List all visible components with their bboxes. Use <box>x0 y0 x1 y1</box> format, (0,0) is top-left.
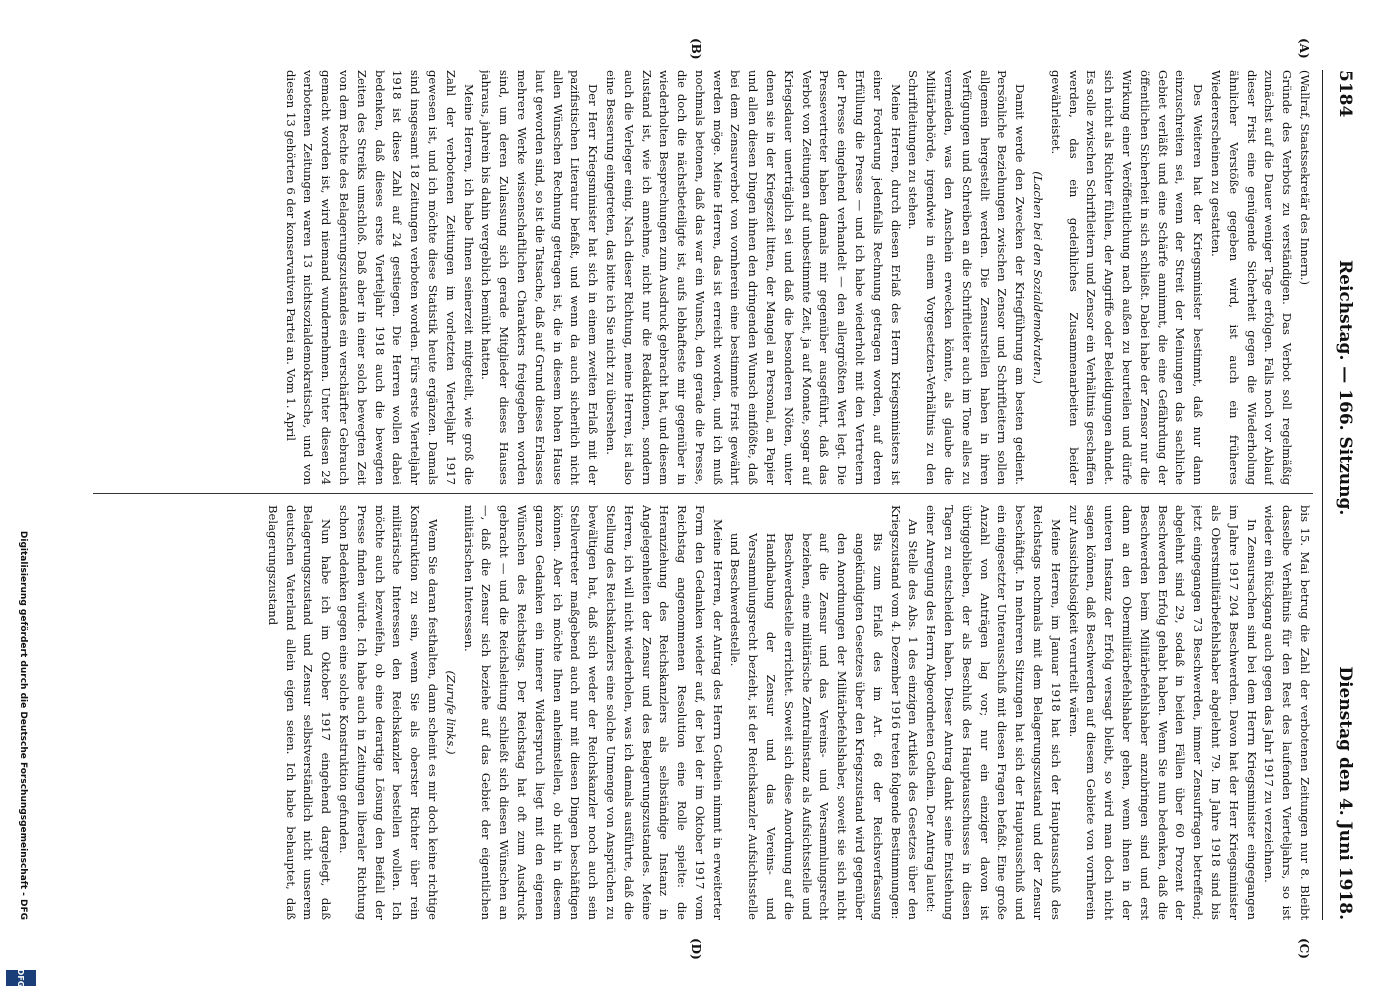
column-divider <box>93 493 1313 494</box>
margin-mark-c: (C) <box>1297 938 1311 959</box>
paragraph: In Zensursachen sind bei dem Herrn Kriegsminister eingegangen im Jahre 1917 204 Beschwerden. Davon hat der Herr Kriegsminister als Oberstmilitärbefehlshaber abgelehnt 79. Im Jahre 1918 sind bis jetzt eingegangen 73 Beschwerden, immer Zensurfragen betreffend; abgelehnt sind 29, sodaß in beiden Fällen über 60 Prozent der Beschwerden Erfolg gehabt haben. Wenn Sie nun bedenken, daß die Beschwerden beim Militärbefehlshaber anzubringen sind und erst dann an den Obermilitärbefehlshaber gehen, wenn ihnen in der unteren Instanz der Erfolg versagt bleibt, so wird man doch nicht sagen können, daß Beschwerden auf diesem Gebiete von vornherein zur Aussichtslosigkeit verurteilt wären. <box>1066 505 1259 920</box>
dfg-logo-icon: DFG <box>6 970 36 986</box>
page-header <box>1322 70 1363 920</box>
session-title: Reichstag. — 166. Sitzung. <box>1335 260 1355 516</box>
interjection: (Zurufe links.) <box>443 670 458 755</box>
paragraph: Des Weiteren hat der Kriegsminister bestimmt, daß nur dann einzuschreiten sei, wenn der Streit der Meinungen das sachliche Gebiet verläßt und eine Schärfe annimmt, die eine Gefährdung der öffentlichen Sicherheit in sich schließt. Dabei habe der Zensor nur die Wirkung einer Veröffentlichung nach außen zu beurteilen und dürfe sich nicht als Richter fühlen, der Angriffe oder Beleidigungen ahndet. Es solle zwischen Schriftleitern und Zensor ein Verhältnis geschaffen werden, das ein gedeihliches Zusammenarbeiten beider gewährleistet. <box>1048 70 1206 485</box>
paragraph: Meine Herren, im Januar 1918 hat sich der Hauptausschuß des Reichstags nochmals mit dem Belagerungszustand und der Zensur beschäftigt. In mehreren Sitzungen hat sich der Hauptausschuß und ein eingesetzter Unterausschuß mit diesen Fragen befaßt. Eine große Anzahl von Anträgen lag vor; nur ein einziger davon ist übriggeblieben, der als Beschluß des Hauptausschusses in diesen Tagen zu entscheiden haben. Dieser Antrag dankt seine Entstehung einer Anregung des Herrn Abgeordneten Gothein. Der Antrag lautet: <box>924 505 1063 920</box>
quoted-motion: An Stelle des Abs. 1 des einzigen Artikels des Gesetzes über den Kriegszustand vom 4. Dezember 1916 treten folgende Bestimmungen: <box>888 505 921 920</box>
paragraph: Meine Herren, der Antrag des Herrn Gothein nimmt in erweiterter Form den Gedanken wieder auf, der bei der im Oktober 1917 vom Reichstag angenommenen Resolution eine Rolle spielte: die Heranziehung des Reichskanzlers als selbständige Instanz in Angelegenheiten der Zensur und des Belagerungszustandes. Meine Herren, ich will nicht wiederholen, was ich damals ausführte, daß die Stellung des Reichskanzlers eine solche Unmenge von Ansprüchen zu bewältigen hat, daß sich weder der Reichskanzler noch auch sein Stellvertreter maßgebend auch nur mit diesen Dingen beschäftigen können. Aber ich möchte Ihnen anheimstellen, ob nicht in diesem ganzen Gedanken ein innerer Widerspruch liegt mit den eigenen Wünschen des Reichstags. Der Reichstag hat oft zum Ausdruck gebracht — und die Reichsleitung schließt sich diesen Wünschen an —, daß die Zensur sich beziehe auf das Gebiet der eigentlichen militärischen Interessen. <box>461 505 725 920</box>
text-column-right <box>93 505 1313 920</box>
interjection: (Lachen bei den Sozialdemokraten.) <box>1031 171 1046 384</box>
margin-mark-a: (A) <box>1297 38 1311 59</box>
paragraph: Wenn Sie daran festhalten, dann scheint es mir doch keine richtige Konstruktion zu sein, wenn Sie als oberster Richter über rein militärische Interessen den Reichskanzler bestellen wollen. Ich möchte auch bezweifeln, ob eine derartige Lösung den Beifall der Presse finden würde. Ich habe auch in Zeitungen liberaler Richtung schon Bedenken gegen eine solche Konstruktion gefunden. <box>336 505 440 920</box>
paragraph: Gründe des Verbots zu verständigen. Das Verbot soll regelmäßig zunächst auf die Dauer weniger Tage erfolgen. Falls noch vor Ablauf dieser Frist eine genügende Sicherheit gegen die Wiederholung ähnlicher Verstöße gegeben wird, ist auch ein früheres Wiedererscheinen zu gestatten. <box>1209 70 1295 485</box>
quoted-motion: Bis zum Erlaß des im Art. 68 der Reichsverfassung angekündigten Gesetzes über den Kriegszustand wird gegenüber den Anordnungen der Militärbefehlshaber, soweit sie sich nicht auf die Zensur und das Vereins- und Versammlungsrecht beziehen, eine militärische Zentralinstanz als Aufsichtsstelle und Beschwerdestelle errichtet. Soweit sich diese Anordnung auf die Handhabung der Zensur und das Vereins- und Versammlungsrecht bezieht, ist der Reichskanzler Aufsichtsstelle und Beschwerdestelle. <box>728 533 885 920</box>
paragraph: Damit werde den Zwecken der Kriegführung am besten gedient. Persönliche Beziehungen zwischen Zensor und Schriftleitern sollen allgemein hergestellt werden. Die Zensurstellen haben in ihren Verfügungen und Schreiben an die Schriftleiter auch im Tone alles zu vermeiden, was den Anschein erwecken könnte, als glaube die Militärbehörde, irgendwie in einem Vorgesetzten-Verhältnis zu den Schriftleitungen zu stehen. <box>906 70 1028 485</box>
text-column-left <box>93 70 1313 485</box>
margin-mark-d: (D) <box>689 938 703 960</box>
paragraph: Der Herr Kriegsminister hat sich in einem zweiten Erlaß mit der pazifistischen Literatur befaßt, und wenn da auch sicherlich nicht allen Wünschen Rechnung getragen ist, die in diesem hohen Hause laut geworden sind, so ist die Tatsache, daß auf Grund dieses Erlasses mehrere Werke wissenschaftlichen Charakters freigegeben worden sind, um deren Zulassung sich gerade Mitglieder dieses Hauses jahraus, jahrein bis dahin vergeblich bemüht hatten. <box>479 70 601 485</box>
session-date: Dienstag den 4. Juni 1918. <box>1335 666 1355 920</box>
paragraph: bis 15. Mai betrug die Zahl der verbotenen Zeitungen nur 8. Bleibt dasselbe Verhältnis für den Rest des laufenden Vierteljahrs, so ist wieder ein Rückgang auch gegen das Jahr 1917 zu verzeichnen. <box>1262 505 1312 920</box>
paragraph: Nun habe ich im Oktober 1917 eingehend dargelegt, daß Belagerungszustand und Zensur selbstverständlich nicht unserem deutschen Vaterland allein eigen seien. Ich habe behauptet, daß Belagerungszustand <box>265 505 334 920</box>
paragraph: Meine Herren, ich habe Ihnen seinerzeit mitgeteilt, wie groß die Zahl der verbotenen Zeitungen im vorletzten Vierteljahr 1917 gewesen ist, und ich möchte diese Statistik heute ergänzen. Damals sind insgesamt 18 Zeitungen verboten worden. Fürs erste Vierteljahr 1918 ist diese Zahl auf 24 gestiegen. Die Herren wollen dabei bedenken, daß dieses erste Vierteljahr 1918 auch die bewegten Zeiten des Streiks umschloß. Daß aber in einer solch bewegten Zeit von dem Rechte des Belagerungszustandes ein verschärfter Gebrauch gemacht worden ist, wird niemand wundernehmen. Unter diesen 24 verbotenen Zeitungen waren 13 nichtsozialdemokratische, und von diesen 13 gehörten 6 der konservativen Partei an. Vom 1. April <box>283 70 476 485</box>
paragraph: Meine Herren, durch diesen Erlaß des Herrn Kriegsministers ist einer Forderung jedenfalls Rechnung getragen worden, auf deren Erfüllung die Presse — und ich habe wiederholt mit den Vertretern der Presse eingehend verhandelt — den allergrößten Wert legt. Die Pressevertreter haben damals mir gegenüber ausgeführt, daß das Verbot von Zeitungen auf unbestimmte Zeit, ja auf Monate, sogar auf Kriegsdauer unerträglich sei und daß die besonderen Nöten, unter denen sie in der Kriegszeit litten, der Mangel an Personal, an Papier und allen diesen Dingen ihnen den dringenden Wunsch einflößte, daß bei dem Zensurverbot von vornherein eine bestimmte Frist gewährt werden möge. Meine Herren, das ist erreicht worden, und ich muß nochmals betonen, daß das war ein Wunsch, den gerade die Presse, die doch die nächstbeteiligte ist, aufs lebhafteste mir gegenüber in wiederholten Besprechungen zum Ausdruck gebracht hat, und diesem Zustand ist, wie ich annehme, nicht nur die Redaktionen, sondern auch die Verleger einig. Nach dieser Richtung, meine Herren, ist also eine Besserung eingetreten, das bitte ich Sie nicht zu übersehen. <box>603 70 903 485</box>
digitization-note: Digitalisierung gefördert durch die Deutsche Forschungsgemeinschaft - DFG <box>18 530 28 920</box>
margin-mark-b: (B) <box>689 38 703 60</box>
page-number: 5184 <box>1335 70 1355 118</box>
speaker-attribution: (Wallraf, Staatssekretär des Innern.) <box>1298 70 1312 286</box>
